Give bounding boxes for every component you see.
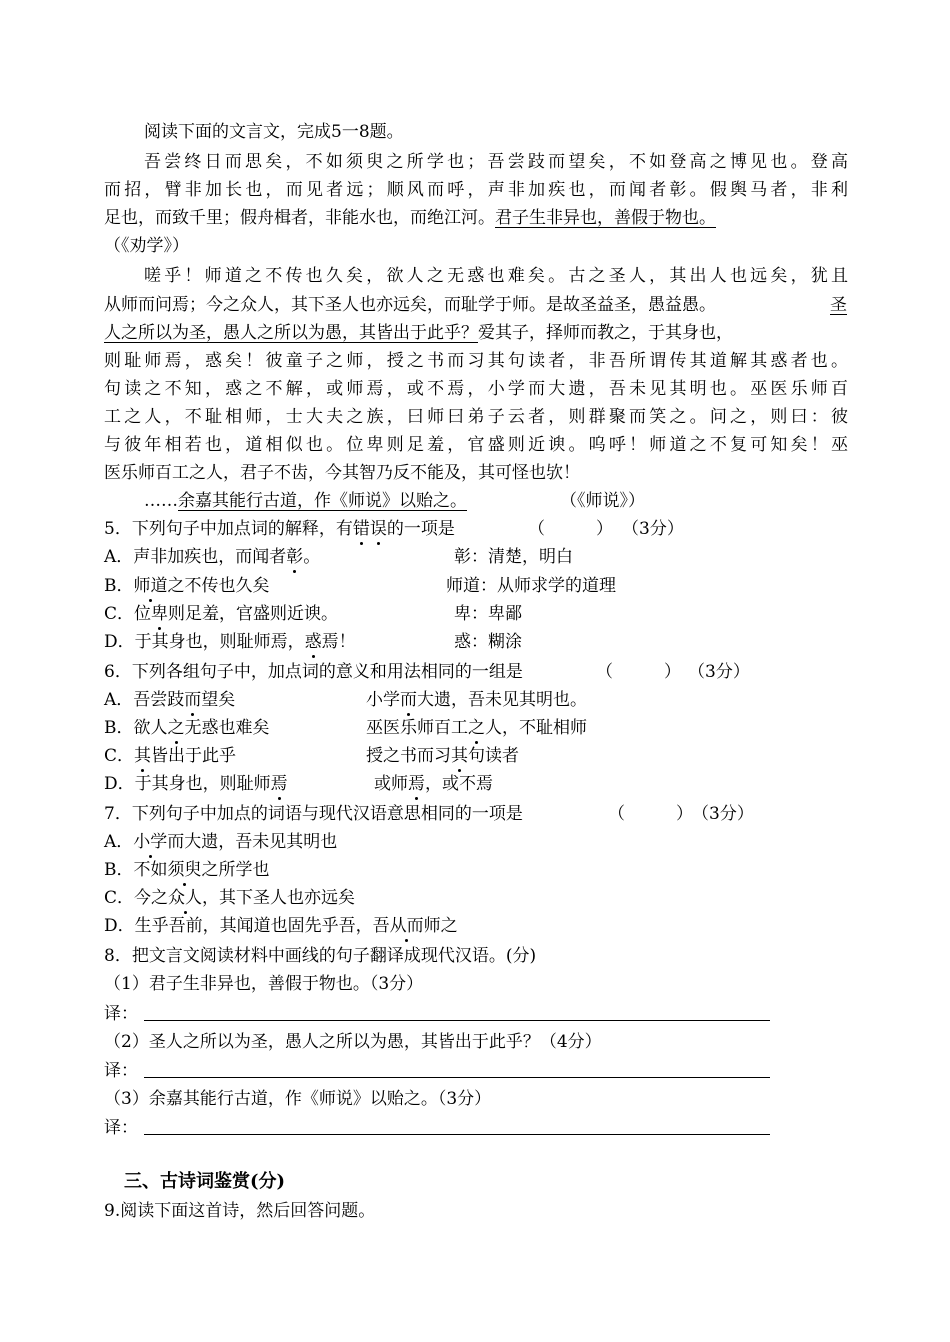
- question-7-stem: 7．下列句子中加点的词语与现代汉语意思相同的一项是: [104, 804, 523, 824]
- answer-line-1[interactable]: [144, 1020, 770, 1021]
- q5-option-c: C．位卑则足羞，官盛则近谀。: [104, 604, 339, 624]
- question-5-blank: （ ）: [528, 519, 613, 539]
- question-5-score: （3分）: [622, 519, 684, 539]
- emphasis-dot-word: 卑: [151, 604, 169, 624]
- passage1-source: （《劝学》）: [104, 236, 189, 256]
- ellipsis: ……: [144, 491, 178, 511]
- emphasis-dot-word: 师道: [133, 576, 168, 596]
- underlined-sentence-2-start: 圣: [830, 295, 847, 315]
- emphasis-dot-word: 而: [184, 690, 202, 710]
- emphasis-dot-word: 须臾: [167, 860, 202, 880]
- answer-line-3[interactable]: [144, 1134, 770, 1135]
- question-9-stem: 9.阅读下面这首诗，然后回答问题。: [104, 1201, 376, 1221]
- translation-label: 译：: [104, 1118, 138, 1138]
- question-7-score: （3分）: [692, 804, 754, 824]
- passage1-text: 足也，而致千里；假舟楫者，非能水也，而绝江河。: [104, 208, 495, 228]
- q6-option-c: C．其皆出于此乎: [104, 746, 237, 766]
- emphasis-dot-word: 焉: [408, 774, 425, 794]
- emphasis-dot-word: 焉: [270, 774, 288, 794]
- q7-option-d: D．生乎吾前，其闻道也固先乎吾，吾从而师之: [104, 916, 458, 936]
- emphasis-dot-word: 众人: [168, 888, 203, 908]
- underlined-sentence-3: 余嘉其能行古道，作《师说》以贻之。: [178, 491, 467, 511]
- q5-option-b: B．师道之不传也久矣: [104, 576, 270, 596]
- q5-option-d: D．于其身也，则耻师焉，惑焉！: [104, 632, 356, 652]
- emphasis-dot-word: 之: [167, 718, 185, 738]
- q6-option-b: B．欲人之无惑也难矣: [104, 718, 270, 738]
- passage2-line: 工之人，不耻相师，士大夫之族，曰师曰弟子云者，则群聚而笑之。问之，则曰：彼: [104, 407, 848, 427]
- q5-option-c-gloss: 卑：卑鄙: [454, 604, 522, 624]
- q6-option-b-compare: 巫医乐师百工之人，不耻相师: [366, 718, 587, 738]
- question-6-blank: （ ）: [596, 662, 681, 682]
- reading-instruction: 阅读下面的文言文，完成5一8题。: [144, 122, 404, 142]
- question-6-score: （3分）: [688, 662, 750, 682]
- q6-option-d: D．于其身也，则耻师焉: [104, 774, 288, 794]
- passage2-line: [144, 489, 467, 513]
- q6-option-a-compare: 小学而大遗，吾未见其明也。: [366, 690, 587, 710]
- emphasis-dot-word: 错: [352, 519, 370, 539]
- q7-option-c: C．今之众人，其下圣人也亦远矣: [104, 888, 356, 908]
- q5-option-a-gloss: 彰：清楚，明白: [454, 547, 573, 567]
- question-5-stem: 5．下列句子中加点词的解释，有错误的一项是: [104, 519, 455, 539]
- q7-option-a: A．小学而大遗，吾未见其明也: [104, 832, 338, 852]
- passage2-line: [104, 293, 847, 317]
- emphasis-dot-word: 惑: [304, 632, 322, 652]
- translation-label: 译：: [104, 1061, 138, 1081]
- passage2-line: 则耻师焉，惑矣！彼童子之师，授之书而习其句读者，非吾所谓传其道解其惑者也。: [104, 351, 848, 371]
- q8-item-3: （3）余嘉其能行古道，作《师说》以贻之。（3分）: [104, 1089, 492, 1109]
- question-7-blank: （ ）: [608, 804, 693, 824]
- passage1-line: 而招，臂非加长也，而见者远；顺风而呼，声非加疾也，而闻者彰。假舆马者，非利: [104, 180, 848, 200]
- q6-option-d-compare: 或师焉，或不焉: [374, 774, 493, 794]
- q5-option-b-gloss: 师道：从师求学的道理: [446, 576, 616, 596]
- passage2-line: 句读之不知，惑之不解，或师焉，或不焉，小学而大遗，吾未见其明也。巫医乐师百: [104, 379, 848, 399]
- passage2-line: 医乐师百工之人，君子不齿，今其智乃反不能及，其可怪也欤！: [104, 463, 580, 483]
- passage2-source: （《师说》）: [560, 491, 645, 511]
- emphasis-dot-word: 小学: [133, 832, 168, 852]
- passage2-line: [104, 321, 733, 345]
- q8-item-1: （1）君子生非异也，善假于物也。（3分）: [104, 974, 424, 994]
- q8-item-2: （2）圣人之所以为圣，愚人之所以为愚，其皆出于此乎？（4分）: [104, 1032, 602, 1052]
- emphasis-dot-word: 彰: [286, 547, 304, 567]
- emphasis-dot-word: 而: [400, 690, 417, 710]
- q5-option-d-gloss: 惑：糊涂: [454, 632, 522, 652]
- q6-option-a: A．吾尝跂而望矣: [104, 690, 236, 710]
- passage2-line: 与彼年相若也，道相似也。位卑则足羞，官盛则近谀。呜呼！师道之不复可知矣！巫: [104, 435, 848, 455]
- emphasis-dot-word: 从而: [389, 916, 424, 936]
- answer-line-2[interactable]: [144, 1077, 770, 1078]
- passage1-line: [104, 206, 716, 230]
- question-6-stem: 6．下列各组句子中，加点词的意义和用法相同的一组是: [104, 662, 523, 682]
- q5-option-a: A．声非加疾也，而闻者彰。: [104, 547, 321, 567]
- underlined-sentence-1: 君子生非异也，善假于物也。: [495, 208, 716, 228]
- passage1-line: 吾尝终日而思矣，不如须臾之所学也；吾尝跂而望矣，不如登高之博见也。登高: [144, 152, 848, 172]
- emphasis-dot-word: 之: [468, 718, 485, 738]
- passage2-text: 从师而问焉；今之众人，其下圣人也亦远矣，而耻学于师。是故圣益圣，愚益愚。: [104, 295, 716, 315]
- emphasis-dot-word: 其: [451, 746, 468, 766]
- q6-option-c-compare: 授之书而习其句读者: [366, 746, 519, 766]
- q7-option-b: B．不如须臾之所学也: [104, 860, 270, 880]
- translation-label: 译：: [104, 1004, 138, 1024]
- passage2-text: 爱其子，择师而教之，于其身也，: [478, 323, 733, 343]
- emphasis-dot-word: 其: [134, 746, 152, 766]
- underlined-sentence-2: 人之所以为圣，愚人之所以为愚，其皆出于此乎？: [104, 323, 478, 343]
- section-heading: 三、古诗词鉴赏(分): [124, 1171, 286, 1192]
- emphasis-dot-word: 误: [369, 519, 387, 539]
- question-8-stem: 8．把文言文阅读材料中画线的句子翻译成现代汉语。(分): [104, 946, 537, 966]
- passage2-line: 嗟乎！师道之不传也久矣，欲人之无惑也难矣。古之圣人，其出人也远矣，犹且: [144, 266, 848, 286]
